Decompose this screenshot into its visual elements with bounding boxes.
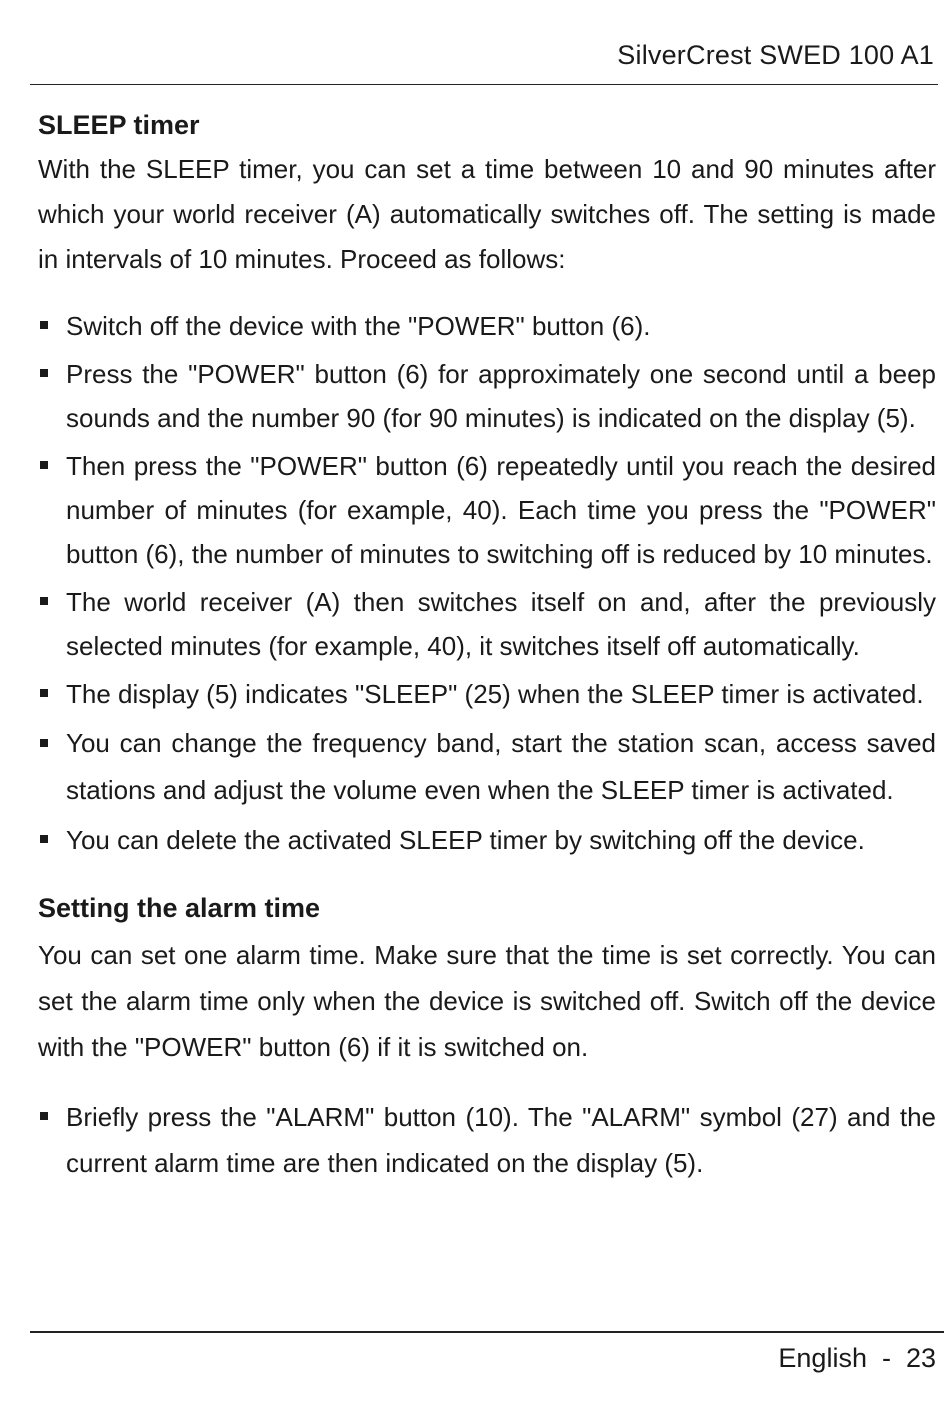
document-title: SilverCrest SWED 100 A1	[617, 40, 934, 70]
page-header	[30, 36, 938, 85]
list-item	[38, 444, 936, 576]
list-item-text: Switch off the device with the "POWER" button (6).	[66, 311, 651, 341]
bullet-icon	[40, 321, 48, 329]
list-item	[38, 1094, 936, 1186]
sleep-timer-steps	[38, 304, 936, 862]
bullet-icon	[40, 689, 48, 697]
page-content	[38, 105, 936, 1186]
list-item-text: You can delete the activated SLEEP timer by switching off the device.	[66, 825, 865, 855]
list-item	[38, 580, 936, 668]
list-item	[38, 720, 936, 814]
alarm-time-intro: You can set one alarm time. Make sure that the time is set correctly. You can set the alarm time only when the device is switched off. Switch off the device with the "POWER" button (6) if it is switched on.	[38, 940, 936, 1062]
list-item	[38, 304, 936, 348]
list-item-text: The world receiver (A) then switches itself on and, after the previously selected minutes (for example, 40), it switches itself off automatically.	[66, 587, 936, 661]
list-item-text: Press the "POWER" button (6) for approximately one second until a beep sounds and the number 90 (for 90 minutes) is indicated on the display (5).	[66, 359, 936, 433]
bullet-icon	[40, 739, 48, 747]
page-footer	[30, 1331, 944, 1391]
bullet-icon	[40, 461, 48, 469]
bullet-icon	[40, 369, 48, 377]
bullet-icon	[40, 835, 48, 843]
list-item-text: Then press the "POWER" button (6) repeatedly until you reach the desired number of minutes (for example, 40). Each time you press the "POWER" button (6), the number of minutes to switching off is reduced by 10 minutes.	[66, 451, 936, 569]
bullet-icon	[40, 597, 48, 605]
list-item-text: You can change the frequency band, start the station scan, access saved stations and adjust the volume even when the SLEEP timer is activated.	[66, 728, 936, 805]
list-item-text: Briefly press the "ALARM" button (10). The "ALARM" symbol (27) and the current alarm time are then indicated on the display (5).	[66, 1102, 936, 1178]
list-item-text: The display (5) indicates "SLEEP" (25) when the SLEEP timer is activated.	[66, 679, 924, 709]
list-item	[38, 672, 936, 716]
page-number: English - 23	[778, 1343, 936, 1373]
list-item	[38, 352, 936, 440]
section-heading-alarm-time: Setting the alarm time	[38, 893, 321, 923]
sleep-timer-intro: With the SLEEP timer, you can set a time between 10 and 90 minutes after which your world receiver (A) automatically switches off. The setting is made in intervals of 10 minutes. Proceed as follows:	[38, 154, 936, 274]
section-heading-sleep-timer: SLEEP timer	[38, 110, 200, 140]
list-item	[38, 818, 936, 862]
bullet-icon	[40, 1112, 48, 1120]
alarm-time-steps	[38, 1094, 936, 1186]
